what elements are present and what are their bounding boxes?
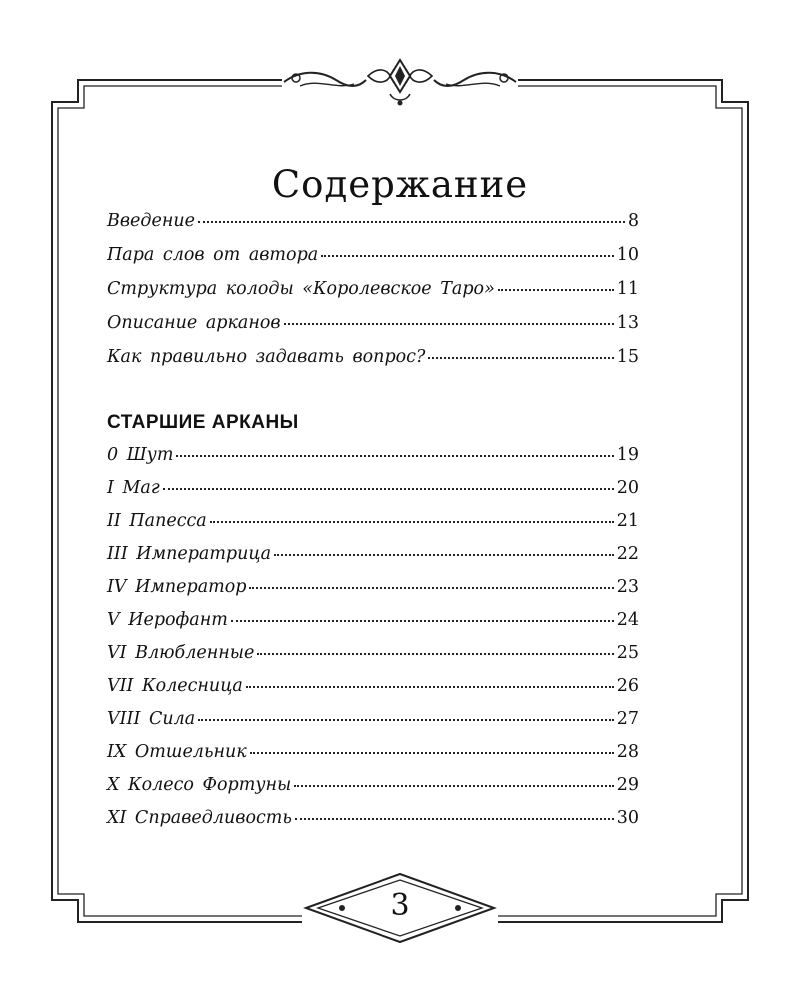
toc-major-arcana-list: [107, 445, 639, 841]
toc-entry-page: 15: [616, 347, 639, 367]
dot-leader: [231, 620, 614, 622]
dot-leader: [284, 323, 614, 325]
dot-leader: [163, 488, 614, 490]
toc-entry-label: IV Император: [107, 577, 247, 597]
toc-entry[interactable]: [107, 676, 639, 709]
toc-intro-list: [107, 211, 639, 381]
toc-entry[interactable]: [107, 808, 639, 841]
toc-entry[interactable]: [107, 577, 639, 610]
dot-leader: [428, 357, 613, 359]
toc-entry-label: 0 Шут: [107, 445, 174, 465]
toc-entry-label: Описание арканов: [107, 313, 281, 333]
toc-entry[interactable]: [107, 211, 639, 245]
toc-entry-label: VI Влюбленные: [107, 643, 255, 663]
dot-leader: [176, 455, 613, 457]
dot-leader: [321, 255, 614, 257]
toc-entry-label: VIII Сила: [107, 709, 196, 729]
toc-entry[interactable]: [107, 610, 639, 643]
toc-entry[interactable]: [107, 709, 639, 742]
toc-entry[interactable]: [107, 643, 639, 676]
toc-entry[interactable]: [107, 775, 639, 808]
toc-entry-label: IX Отшельник: [107, 742, 247, 762]
toc-entry-page: 8: [627, 211, 639, 231]
toc-entry-label: Структура колоды «Королевское Таро»: [107, 279, 495, 299]
toc-entry-page: 28: [616, 742, 639, 762]
toc-entry-page: 26: [616, 676, 639, 696]
toc-entry[interactable]: [107, 742, 639, 775]
toc-entry[interactable]: [107, 544, 639, 577]
toc-entry-page: 20: [616, 478, 639, 498]
toc-entry-label: VII Колесница: [107, 676, 243, 696]
toc-entry-page: 29: [616, 775, 639, 795]
toc-entry-page: 22: [616, 544, 639, 564]
toc-entry[interactable]: [107, 478, 639, 511]
dot-leader: [249, 587, 613, 589]
toc-entry-page: 13: [616, 313, 639, 333]
toc-entry-page: 21: [616, 511, 639, 531]
toc-entry-page: 19: [616, 445, 639, 465]
toc-entry[interactable]: [107, 313, 639, 347]
dot-leader: [198, 719, 614, 721]
toc-entry-label: XI Справедливость: [107, 808, 292, 828]
toc-entry-label: III Императрица: [107, 544, 272, 564]
toc-entry-label: II Папесса: [107, 511, 207, 531]
toc-entry[interactable]: [107, 347, 639, 381]
toc-entry-page: 10: [616, 245, 639, 265]
dot-leader: [257, 653, 613, 655]
toc-entry-page: 24: [616, 610, 639, 630]
dot-leader: [295, 818, 614, 820]
page-number: 3: [390, 888, 410, 923]
toc-entry-label: Введение: [107, 211, 196, 231]
toc-entry-page: 11: [616, 279, 639, 299]
toc-entry[interactable]: [107, 245, 639, 279]
dot-leader: [210, 521, 614, 523]
dot-leader: [246, 686, 614, 688]
toc-entry-page: 27: [616, 709, 639, 729]
toc-entry[interactable]: [107, 279, 639, 313]
toc-entry[interactable]: [107, 445, 639, 478]
toc-entry-page: 25: [616, 643, 639, 663]
dot-leader: [250, 752, 614, 754]
toc-entry-label: Пара слов от автора: [107, 245, 319, 265]
dot-leader: [498, 289, 614, 291]
dot-leader: [294, 785, 613, 787]
toc-entry-page: 30: [616, 808, 639, 828]
toc-entry-label: Как правильно задавать вопрос?: [107, 347, 426, 367]
dot-leader: [198, 221, 625, 223]
section-heading-major-arcana: СТАРШИЕ АРКАНЫ: [107, 412, 299, 433]
toc-entry[interactable]: [107, 511, 639, 544]
toc-entry-label: V Иерофант: [107, 610, 228, 630]
toc-entry-label: I Маг: [107, 478, 160, 498]
top-ornament-icon: [282, 60, 518, 106]
dot-leader: [274, 554, 614, 556]
toc-entry-label: X Колесо Фортуны: [107, 775, 292, 795]
toc-entry-page: 23: [616, 577, 639, 597]
page-title: Содержание: [271, 162, 529, 206]
